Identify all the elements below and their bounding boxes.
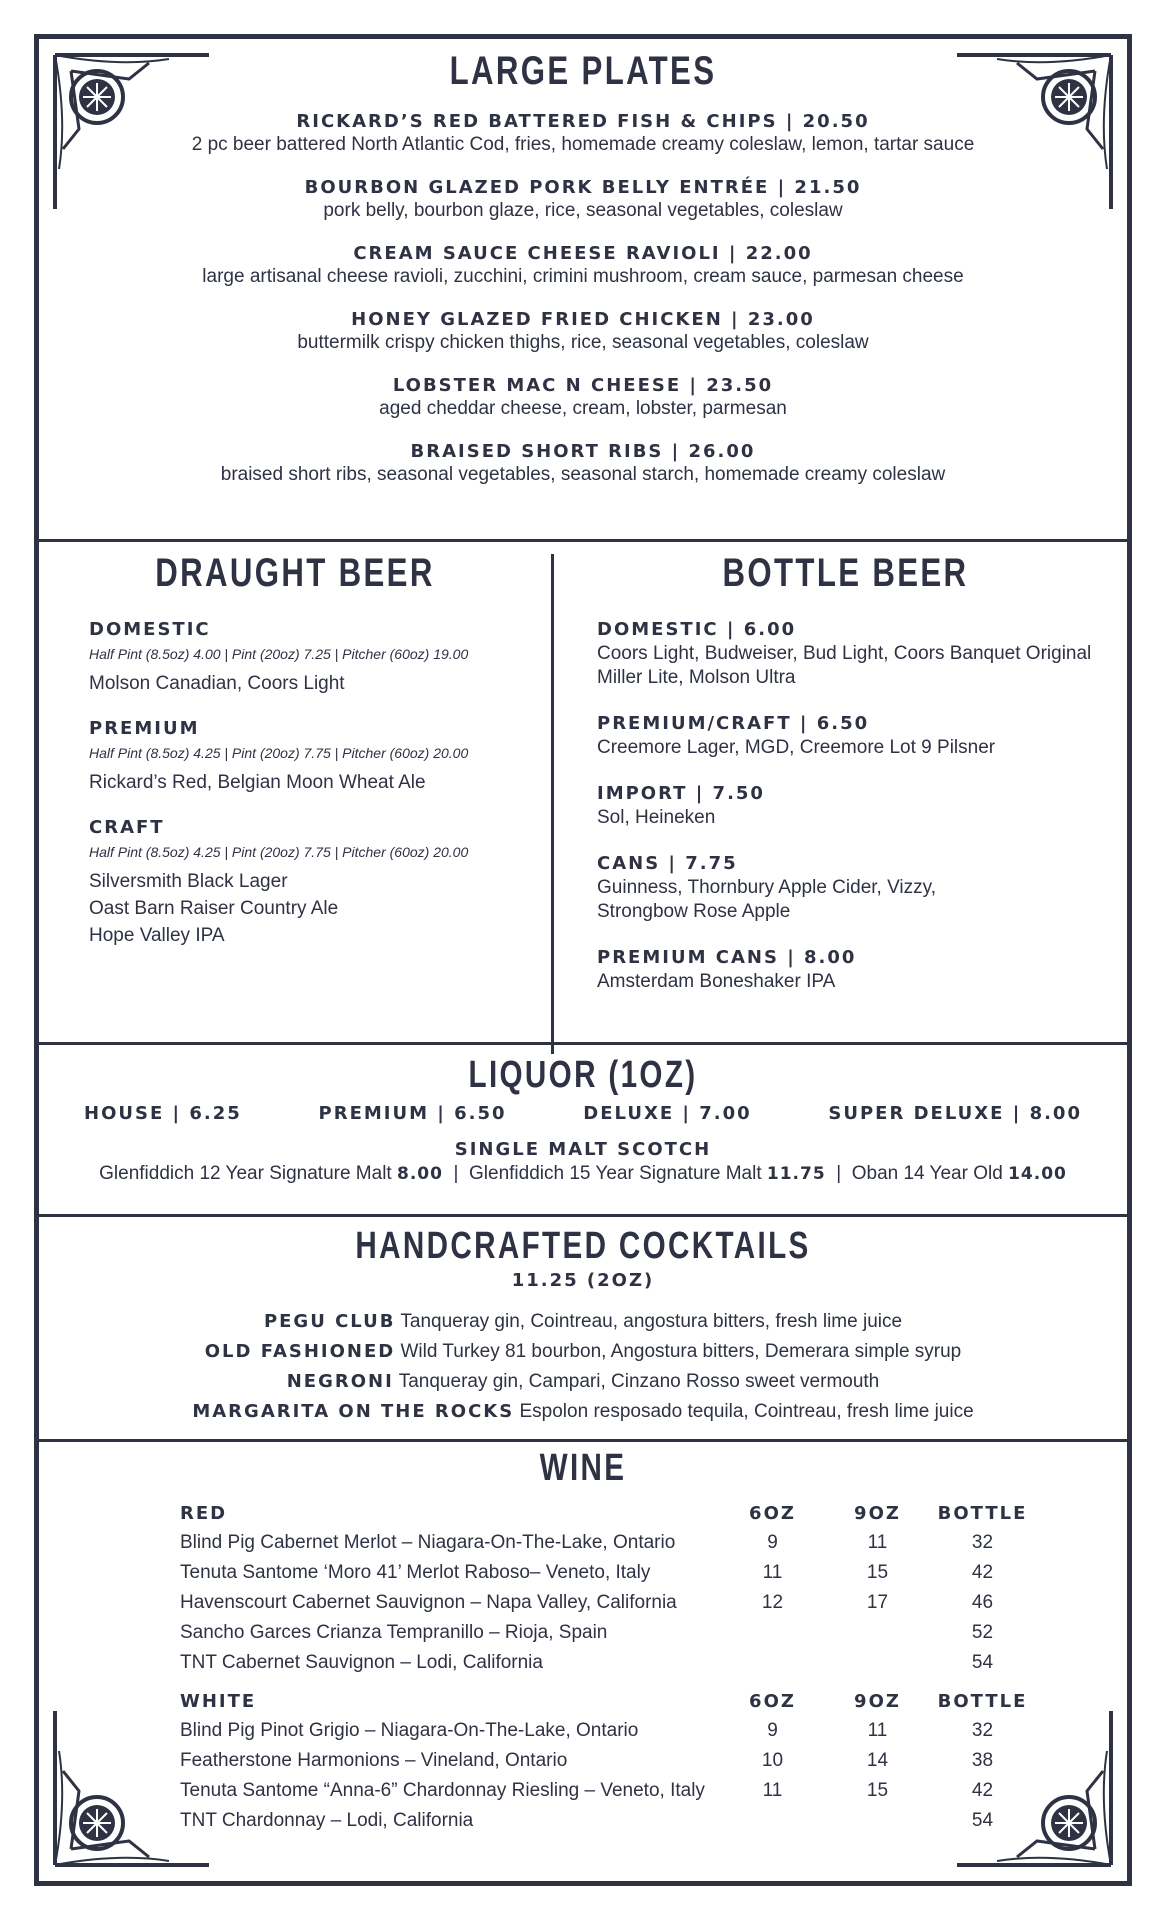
- wine-col-header: BOTTLE: [937, 1502, 1028, 1524]
- wine-header-red: [180, 1498, 1040, 1528]
- bottle-beers: Creemore Lager, MGD, Creemore Lot 9 Pilsner: [597, 737, 996, 758]
- wine-table: [180, 1498, 1040, 1836]
- wine-price-bottle: 42: [971, 1562, 994, 1583]
- bottle-beer-title: BOTTLE BEER: [722, 551, 969, 595]
- wine-name: Sancho Garces Crianza Tempranillo – Rioja, Spain: [180, 1622, 608, 1643]
- cocktails-title: HANDCRAFTED COCKTAILS: [355, 1225, 811, 1267]
- large-plates-title: LARGE PLATES: [449, 49, 717, 93]
- spacer: [180, 1678, 1040, 1686]
- wine-row: [180, 1746, 1040, 1776]
- menu-item-name: BOURBON GLAZED PORK BELLY ENTRÉE | 21.50: [304, 177, 862, 198]
- liquor-tier: DELUXE | 7.00: [583, 1103, 752, 1124]
- wine-price-bottle: 32: [971, 1532, 994, 1553]
- menu-item-description: buttermilk crispy chicken thighs, rice, seasonal vegetables, coleslaw: [297, 332, 869, 353]
- wine-name: Featherstone Harmonions – Vineland, Ontario: [180, 1750, 568, 1771]
- cocktails-price: 11.25 (2OZ): [511, 1270, 655, 1291]
- liquor-tier: HOUSE | 6.25: [84, 1103, 242, 1124]
- draught-group-name: DOMESTIC: [89, 619, 211, 640]
- menu-item-name: RICKARD’S RED BATTERED FISH & CHIPS | 20.50: [296, 111, 870, 132]
- cocktail-item: [39, 1367, 1127, 1397]
- wine-price-bottle: 32: [971, 1720, 994, 1741]
- cocktail-name: OLD FASHIONED: [204, 1341, 396, 1362]
- bottle-beers: Strongbow Rose Apple: [597, 901, 791, 922]
- menu-item-description: aged cheddar cheese, cream, lobster, parmesan: [379, 398, 787, 419]
- wine-price-bottle: 54: [971, 1652, 994, 1673]
- wine-category: RED: [180, 1502, 228, 1524]
- draught-beer-section: [39, 551, 551, 969]
- menu-item-description: braised short ribs, seasonal vegetables, seasonal starch, homemade creamy coleslaw: [220, 464, 946, 485]
- draught-beers: Molson Canadian, Coors Light: [89, 673, 345, 694]
- bottle-group-name: CANS | 7.75: [597, 853, 738, 874]
- liquor-tier: PREMIUM | 6.50: [318, 1103, 507, 1124]
- bottle-beers: Guinness, Thornbury Apple Cider, Vizzy,: [597, 877, 937, 898]
- bottle-group-name: PREMIUM/CRAFT | 6.50: [597, 713, 870, 734]
- wine-col-header: BOTTLE: [937, 1690, 1028, 1712]
- liquor-title: LIQUOR (1OZ): [468, 1054, 698, 1096]
- liquor-tier: SUPER DELUXE | 8.00: [828, 1103, 1082, 1124]
- bottle-group-name: IMPORT | 7.50: [597, 783, 765, 804]
- cocktail-item: [39, 1307, 1127, 1337]
- wine-row: [180, 1648, 1040, 1678]
- bottle-group: [597, 852, 1137, 924]
- draught-beers: Oast Barn Raiser Country Ale: [89, 898, 339, 919]
- menu-item: [39, 440, 1127, 486]
- bottle-group-name: PREMIUM CANS | 8.00: [597, 947, 857, 968]
- wine-row: [180, 1528, 1040, 1558]
- cocktail-name: PEGU CLUB: [263, 1311, 396, 1332]
- bottle-beers: Sol, Heineken: [597, 807, 716, 828]
- wine-price-6oz: 11: [762, 1780, 783, 1801]
- cocktail-item: [39, 1337, 1127, 1367]
- wine-col-header: 9OZ: [854, 1502, 901, 1524]
- menu-item: [39, 110, 1127, 156]
- menu-item-name: LOBSTER MAC N CHEESE | 23.50: [392, 375, 774, 396]
- menu-item: [39, 308, 1127, 354]
- wine-price-bottle: 54: [971, 1810, 994, 1831]
- scotch-title: SINGLE MALT SCOTCH: [454, 1139, 712, 1160]
- cocktails-section: [39, 1225, 1127, 1427]
- section-divider: [39, 1214, 1127, 1217]
- menu-item: [39, 242, 1127, 288]
- wine-name: Blind Pig Pinot Grigio – Niagara-On-The-Lake, Ontario: [180, 1720, 639, 1741]
- cocktail-description: Espolon resposado tequila, Cointreau, fresh lime juice: [519, 1401, 974, 1422]
- menu-item-name: BRAISED SHORT RIBS | 26.00: [410, 441, 756, 462]
- bottle-group: [597, 782, 1137, 830]
- wine-name: TNT Chardonnay – Lodi, California: [180, 1810, 474, 1831]
- section-divider: [39, 1439, 1127, 1442]
- scotch-price: 8.00: [397, 1164, 443, 1184]
- menu-item: [39, 374, 1127, 420]
- bottle-group-name: DOMESTIC | 6.00: [597, 619, 797, 640]
- wine-row: [180, 1618, 1040, 1648]
- wine-name: Havenscourt Cabernet Sauvignon – Napa Valley, California: [180, 1592, 677, 1613]
- draught-sizes: Half Pint (8.5oz) 4.25 | Pint (20oz) 7.75 | Pitcher (60oz) 20.00: [89, 745, 469, 761]
- draught-sizes: Half Pint (8.5oz) 4.00 | Pint (20oz) 7.25 | Pitcher (60oz) 19.00: [89, 646, 469, 662]
- bottle-beers: Amsterdam Boneshaker IPA: [597, 971, 836, 992]
- wine-name: Tenuta Santome “Anna-6” Chardonnay Riesling – Veneto, Italy: [180, 1780, 705, 1801]
- section-divider: [39, 1042, 1127, 1045]
- bottle-beers: Miller Lite, Molson Ultra: [597, 667, 796, 688]
- wine-price-bottle: 38: [971, 1750, 994, 1771]
- cocktail-name: MARGARITA ON THE ROCKS: [192, 1401, 515, 1422]
- wine-name: TNT Cabernet Sauvignon – Lodi, California: [180, 1652, 543, 1673]
- wine-name: Blind Pig Cabernet Merlot – Niagara-On-The-Lake, Ontario: [180, 1532, 676, 1553]
- bottle-beer-section: [554, 551, 1137, 1016]
- liquor-tiers: [39, 1103, 1127, 1124]
- wine-category: WHITE: [180, 1690, 257, 1712]
- wine-row: [180, 1716, 1040, 1746]
- cocktail-description: Tanqueray gin, Campari, Cinzano Rosso sweet vermouth: [398, 1371, 880, 1392]
- draught-beer-title: DRAUGHT BEER: [155, 551, 435, 595]
- bottle-group: [597, 618, 1137, 690]
- wine-section: [39, 1447, 1127, 1836]
- wine-price-9oz: 11: [867, 1720, 888, 1741]
- wine-price-9oz: 17: [866, 1592, 889, 1613]
- wine-price-6oz: 9: [767, 1720, 778, 1741]
- wine-col-header: 6OZ: [749, 1690, 796, 1712]
- wine-header-white: [180, 1686, 1040, 1716]
- menu-item-description: large artisanal cheese ravioli, zucchini, crimini mushroom, cream sauce, parmesan cheese: [202, 266, 964, 287]
- wine-row: [180, 1776, 1040, 1806]
- wine-price-6oz: 11: [762, 1562, 783, 1583]
- scotch-name: Oban 14 Year Old: [851, 1163, 1003, 1184]
- scotch-name: Glenfiddich 15 Year Signature Malt: [469, 1163, 762, 1184]
- wine-name: Tenuta Santome ‘Moro 41’ Merlot Raboso– Veneto, Italy: [180, 1562, 651, 1583]
- wine-price-bottle: 42: [971, 1780, 994, 1801]
- cocktail-description: Wild Turkey 81 bourbon, Angostura bitters, Demerara simple syrup: [400, 1341, 962, 1362]
- wine-col-header: 9OZ: [854, 1690, 901, 1712]
- wine-row: [180, 1558, 1040, 1588]
- cocktail-name: NEGRONI: [286, 1371, 394, 1392]
- draught-group-name: CRAFT: [89, 817, 165, 838]
- wine-price-6oz: 9: [767, 1532, 778, 1553]
- scotch-price: 11.75: [766, 1164, 826, 1184]
- scotch-list: [39, 1162, 1127, 1186]
- scotch-price: 14.00: [1008, 1164, 1067, 1184]
- wine-price-bottle: 52: [971, 1622, 994, 1643]
- wine-price-bottle: 46: [971, 1592, 994, 1613]
- separator: |: [830, 1163, 847, 1184]
- draught-group-name: PREMIUM: [89, 718, 200, 739]
- wine-price-9oz: 14: [866, 1750, 889, 1771]
- menu-item-description: pork belly, bourbon glaze, rice, seasonal vegetables, coleslaw: [323, 200, 843, 221]
- wine-title: WINE: [539, 1447, 627, 1489]
- menu-frame: [34, 34, 1132, 1886]
- draught-beers: Rickard’s Red, Belgian Moon Wheat Ale: [89, 772, 426, 793]
- draught-beers: Hope Valley IPA: [89, 925, 225, 946]
- draught-group: [89, 816, 551, 949]
- separator: |: [448, 1163, 464, 1184]
- wine-col-header: 6OZ: [749, 1502, 796, 1524]
- liquor-section: [39, 1054, 1127, 1186]
- menu-item-description: 2 pc beer battered North Atlantic Cod, fries, homemade creamy coleslaw, lemon, tartar sauce: [191, 134, 975, 155]
- draught-sizes: Half Pint (8.5oz) 4.25 | Pint (20oz) 7.75 | Pitcher (60oz) 20.00: [89, 844, 469, 860]
- wine-row: [180, 1588, 1040, 1618]
- cocktail-description: Tanqueray gin, Cointreau, angostura bitters, fresh lime juice: [400, 1311, 903, 1332]
- scotch-name: Glenfiddich 12 Year Signature Malt: [99, 1163, 392, 1184]
- cocktail-item: [39, 1397, 1127, 1427]
- menu-item-name: CREAM SAUCE CHEESE RAVIOLI | 22.00: [353, 243, 813, 264]
- draught-beers: Silversmith Black Lager: [89, 871, 288, 892]
- wine-row: [180, 1806, 1040, 1836]
- wine-price-6oz: 12: [761, 1592, 784, 1613]
- wine-price-9oz: 11: [867, 1532, 888, 1553]
- wine-price-9oz: 15: [866, 1780, 889, 1801]
- wine-price-6oz: 10: [761, 1750, 784, 1771]
- bottle-group: [597, 946, 1137, 994]
- wine-price-9oz: 15: [866, 1562, 889, 1583]
- menu-item: [39, 176, 1127, 222]
- large-plates-section: [39, 49, 1127, 506]
- draught-group: [89, 618, 551, 697]
- section-divider: [39, 539, 1127, 542]
- bottle-group: [597, 712, 1137, 760]
- draught-group: [89, 717, 551, 796]
- bottle-beers: Coors Light, Budweiser, Bud Light, Coors Banquet Original: [597, 643, 1092, 664]
- menu-item-name: HONEY GLAZED FRIED CHICKEN | 23.00: [351, 309, 815, 330]
